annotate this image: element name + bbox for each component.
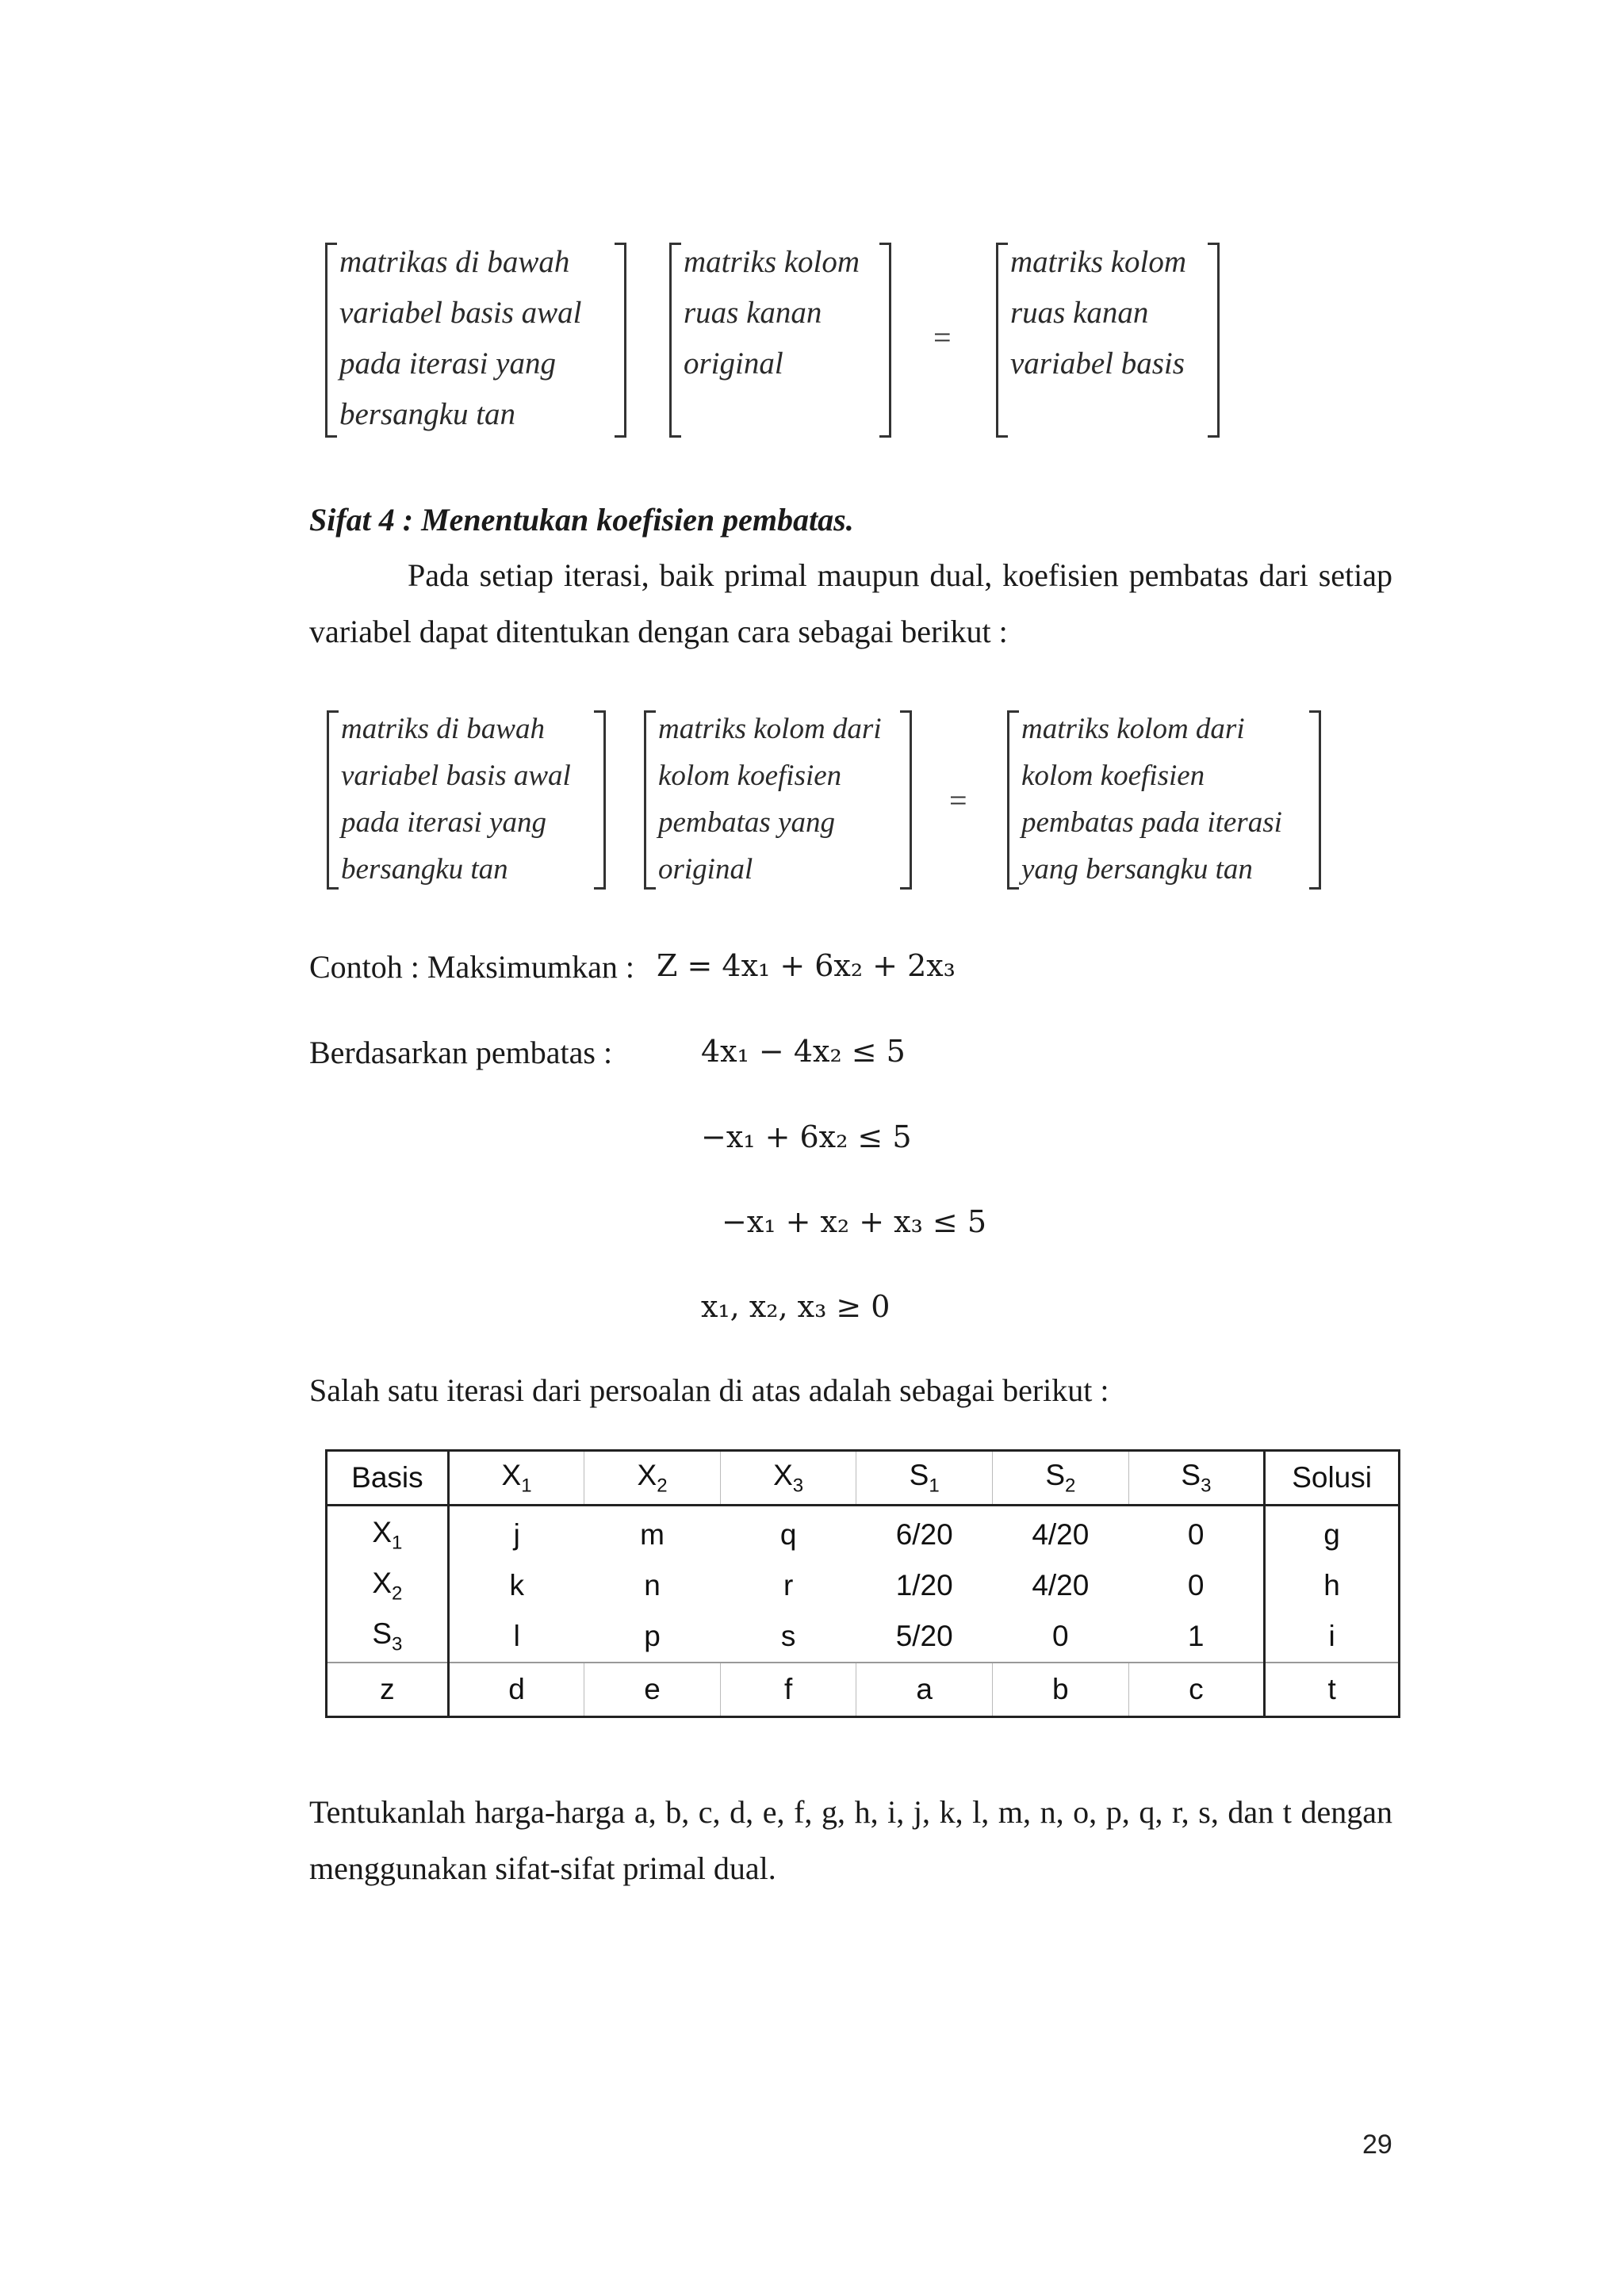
table-row: [327, 1611, 1400, 1663]
matrix-line: matriks di bawah: [341, 713, 545, 745]
matrix-line: kolom koefisien: [1021, 760, 1205, 792]
basis-cell: $S_3$: [327, 1611, 449, 1663]
table-cell: a: [856, 1663, 993, 1717]
property4-middle-matrix: [644, 710, 912, 890]
matrix-line: matrikas di bawah: [339, 245, 570, 279]
header-cell: [993, 1451, 1129, 1506]
table-cell: 5/20: [856, 1611, 993, 1663]
table-cell: 0: [1187, 1518, 1205, 1551]
matrix-line: pembatas yang: [658, 806, 835, 839]
simplex-table: [325, 1449, 1400, 1718]
table-cell: k: [509, 1569, 525, 1601]
table-cell: d: [448, 1663, 584, 1717]
header-cell: [1128, 1451, 1265, 1506]
table-cell: 1/20: [895, 1569, 953, 1601]
table-cell: j: [513, 1518, 520, 1551]
solution-cell: h: [1265, 1560, 1400, 1611]
matrix-line: pembatas pada iterasi: [1021, 806, 1282, 839]
section-paragraph: [309, 547, 1392, 660]
header-cell: [1265, 1451, 1400, 1506]
equals-sign: =: [933, 320, 952, 355]
property4-right-matrix: [1007, 710, 1321, 890]
table-cell: 0: [993, 1611, 1129, 1663]
matrix-line: pada iterasi yang: [339, 346, 556, 381]
solution-cell: g: [1265, 1506, 1400, 1561]
paragraph-text: Pada setiap iterasi, baik primal maupun dual, koefisien pembatas dari setiap variabel dapat ditentukan dengan cara sebagai berikut :: [309, 557, 1392, 649]
matrix-line: matriks kolom: [1010, 245, 1187, 279]
equals-sign: =: [949, 783, 967, 818]
header-label: $S_1$: [909, 1458, 940, 1497]
header-label: Solusi: [1292, 1461, 1372, 1494]
header-label: $X_1$: [501, 1458, 532, 1497]
header-label: $X_3$: [773, 1458, 804, 1497]
property3-left-matrix: [325, 243, 626, 438]
matrix-line: variabel basis awal: [341, 760, 571, 792]
matrix-line: pada iterasi yang: [341, 806, 546, 839]
table-cell: e: [584, 1663, 721, 1717]
matrix-line: yang bersangku tan: [1021, 853, 1253, 886]
solution-cell: t: [1265, 1663, 1400, 1717]
property4-left-matrix: [327, 710, 606, 890]
table-cell: 0: [1187, 1569, 1205, 1601]
header-label: $S_3$: [1181, 1458, 1212, 1497]
table-cell: p: [584, 1611, 721, 1663]
property3-right-matrix: [996, 243, 1220, 438]
basis-cell: $X_1$: [327, 1506, 449, 1561]
constraint-1: 4x₁ − 4x₂ ≤ 5: [701, 1034, 906, 1069]
task-paragraph: Tentukanlah harga-harga a, b, c, d, e, f, g, h, i, j, k, l, m, n, o, p, q, r, s, dan t dengan menggunakan sifat-sifat primal dual.: [309, 1794, 1392, 1886]
table-row: [327, 1560, 1400, 1611]
matrix-line: ruas kanan: [684, 296, 822, 330]
section-heading: Sifat 4 : Menentukan koefisien pembatas.: [309, 502, 854, 538]
constraint-3: −x₁ + x₂ + x₃ ≤ 5: [722, 1204, 987, 1239]
nonnegativity-constraint: x₁, x₂, x₃ ≥ 0: [701, 1289, 891, 1324]
header-cell: [856, 1451, 993, 1506]
example-label: Contoh : Maksimumkan :: [309, 949, 634, 985]
table-header-row: [327, 1451, 1400, 1506]
table-cell: b: [993, 1663, 1129, 1717]
table-cell: f: [720, 1663, 856, 1717]
header-cell: [584, 1451, 721, 1506]
table-cell: c: [1128, 1663, 1265, 1717]
table-cell: m: [640, 1518, 665, 1551]
page-number: 29: [1362, 2130, 1392, 2160]
basis-cell: $X_2$: [327, 1560, 449, 1611]
matrix-line: original: [684, 346, 783, 381]
table-row-z: [327, 1663, 1400, 1717]
table-cell: l: [448, 1611, 584, 1663]
table-cell: 6/20: [895, 1518, 953, 1551]
iteration-intro: Salah satu iterasi dari persoalan di atas adalah sebagai berikut :: [309, 1372, 1109, 1408]
table-cell: 4/20: [1032, 1518, 1090, 1551]
basis-cell: z: [327, 1663, 449, 1717]
table-row: [327, 1506, 1400, 1561]
matrix-line: variabel basis awal: [339, 296, 582, 330]
constraints-label: Berdasarkan pembatas :: [309, 1035, 613, 1070]
header-label: $X_2$: [637, 1458, 668, 1497]
table-cell: q: [779, 1518, 797, 1551]
matrix-line: matriks kolom dari: [1021, 713, 1245, 745]
table-cell: s: [720, 1611, 856, 1663]
solution-cell: i: [1265, 1611, 1400, 1663]
header-label: $S_2$: [1045, 1458, 1076, 1497]
matrix-line: kolom koefisien: [658, 760, 842, 792]
matrix-line: variabel basis: [1010, 346, 1185, 381]
table-cell: 4/20: [1032, 1569, 1090, 1601]
table-cell: 1: [1128, 1611, 1265, 1663]
matrix-line: matriks kolom: [684, 245, 860, 279]
property3-middle-matrix: [669, 243, 891, 438]
constraint-2: −x₁ + 6x₂ ≤ 5: [701, 1119, 912, 1154]
table-cell: n: [644, 1569, 661, 1601]
matrix-line: matriks kolom dari: [658, 713, 882, 745]
header-cell: [720, 1451, 856, 1506]
matrix-line: original: [658, 853, 753, 886]
matrix-line: bersangku tan: [339, 397, 516, 431]
matrix-line: ruas kanan: [1010, 296, 1149, 330]
objective-function: Z = 4x₁ + 6x₂ + 2x₃: [657, 948, 956, 983]
header-cell: [327, 1451, 449, 1506]
header-label: Basis: [351, 1461, 423, 1494]
header-cell: [448, 1451, 584, 1506]
matrix-line: bersangku tan: [341, 853, 508, 886]
table-cell: r: [783, 1569, 794, 1601]
